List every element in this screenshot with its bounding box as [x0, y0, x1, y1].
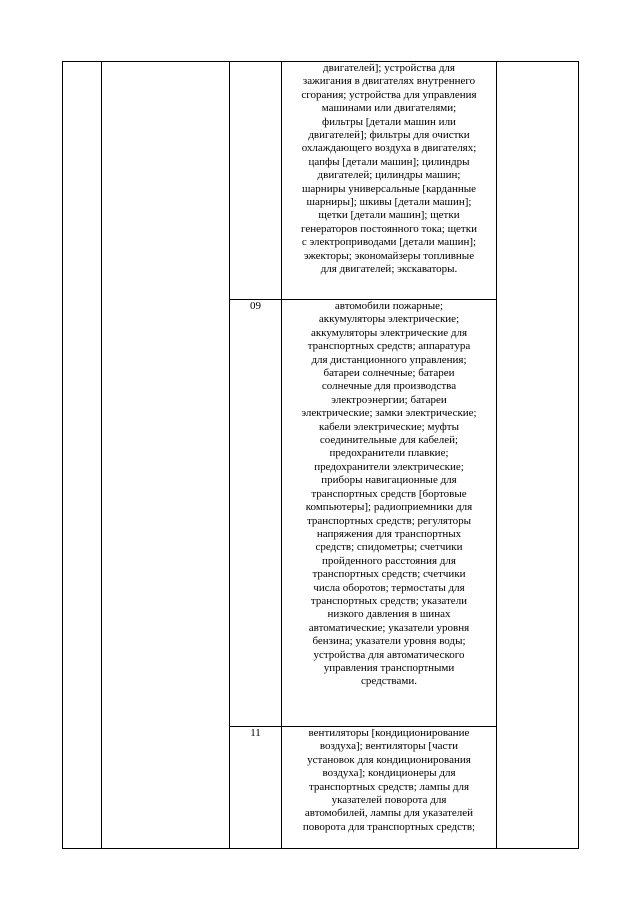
goods-classification-table — [62, 61, 579, 849]
class-number-cell: 11 — [230, 727, 282, 849]
mark-column-cell — [102, 62, 230, 849]
table-row — [63, 62, 579, 300]
goods-list-cell — [282, 62, 497, 300]
class-number-cell: 09 — [230, 300, 282, 727]
goods-list-cell — [282, 300, 497, 727]
number-column-cell — [63, 62, 102, 849]
notes-column-cell — [497, 62, 579, 849]
goods-list-text: автомобили пожарные; аккумуляторы электрические; аккумуляторы электрические для транспортных средств; аппаратура для дистанционного управления; батареи солнечные; батареи солнечные для производства электроэнергии; батареи электрические; замки электрические; кабели электрические; муфты соединительные для кабелей; предохранители плавкие; предохранители электрические; приборы навигационные для транспортных средств [бортовые компьютеры]; радиоприемники для транспортных средств; регуляторы напряжения для транспортных средств; спидометры; счетчики пройденного расстояния для транспортных средств; счетчики числа оборотов; термостаты для транспортных средств; указатели низкого давления в шинах автоматические; указатели уровня бензина; указатели уровня воды; устройства для автоматического управления транспортными средствами. — [301, 300, 477, 688]
class-number-cell — [230, 62, 282, 300]
goods-list-cell — [282, 727, 497, 849]
goods-list-text: вентиляторы [кондиционирование воздуха]; вентиляторы [части установок для кондиционирования воздуха]; кондиционеры для транспортных средств; лампы для указателей поворота для автомобилей, лампы для указателей поворота для транспортных средств; — [302, 727, 476, 833]
goods-list-text: двигателей]; устройства для зажигания в двигателях внутреннего сгорания; устройства для управления машинами или двигателями; фильтры [детали машин или двигателей]; фильтры для очистки охлаждающего воздуха в двигателях; цапфы [детали машин]; цилиндры двигателей; цилиндры машин; шарниры универсальные [карданные шарниры]; шкивы [детали машин]; щетки [детали машин]; щетки генераторов постоянного тока; щетки с электроприводами [детали машин]; эжекторы; экономайзеры топливные для двигателей; экскаваторы. — [301, 62, 477, 276]
